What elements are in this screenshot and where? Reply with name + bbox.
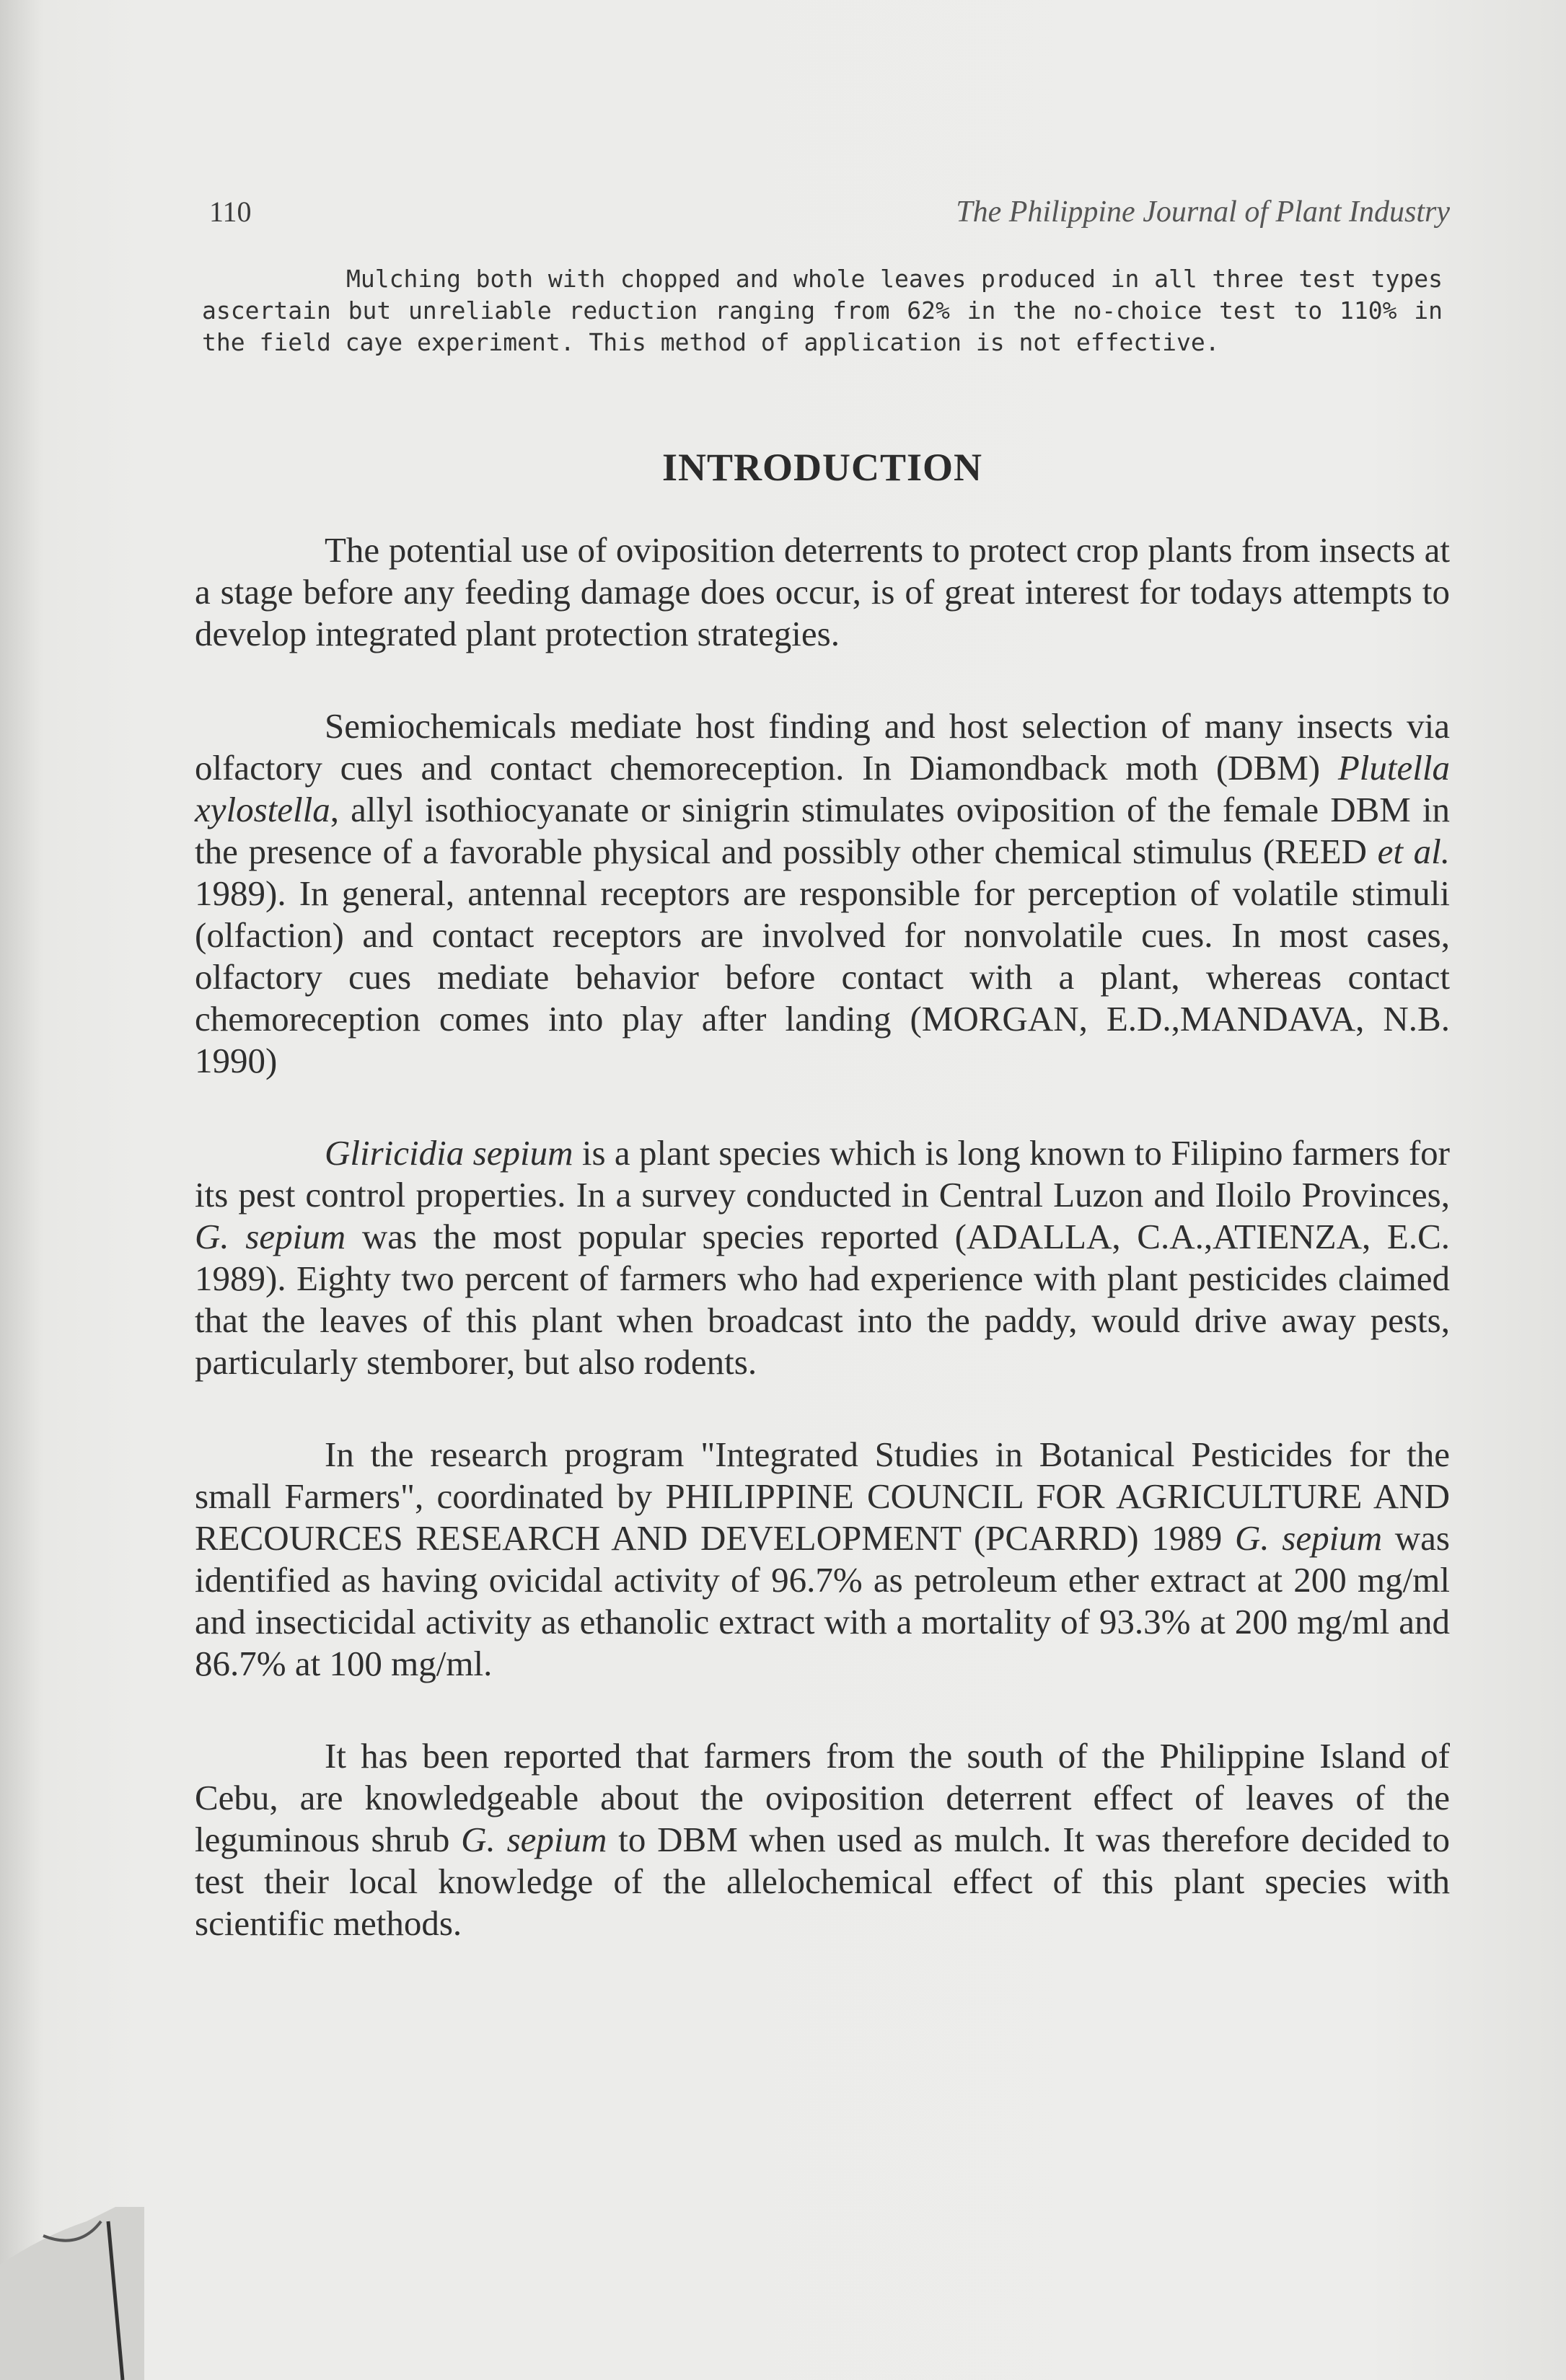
abstract-text: Mulching both with chopped and whole leaves produced in all three test types ascertain but unreliable reduction ranging from 62% in the no-choice test to 110% in the field caye experiment. This method of application is not effective. xyxy=(202,265,1443,356)
paragraph-4 xyxy=(195,1434,1450,1685)
abstract-continuation xyxy=(195,263,1450,358)
paragraph-4-text-a: In the research program "Integrated Studies in Botanical Pesticides for the small Farmers", coordinated by PHILIPPINE COUNCIL FOR AGRICULTURE AND RECOURCES RESEARCH AND DEVELOPMENT (PCARRD) 1989 xyxy=(195,1434,1450,1558)
paragraph-2 xyxy=(195,705,1450,1082)
et-al: et al. xyxy=(1377,832,1450,871)
paragraph-2-text-b: , allyl isothiocyanate or sinigrin stimulates oviposition of the female DBM in the presence of a favorable physical and possibly other chemical stimulus (REED xyxy=(195,790,1450,871)
paragraph-1-text: The potential use of oviposition deterrents to protect crop plants from insects at a stage before any feeding damage does occur, is of great interest for todays attempts to develop integrated plant protection strategies. xyxy=(195,530,1450,653)
paragraph-5-text-b: to DBM when used as mulch. It was therefore decided to test their local knowledge of the allelochemical effect of this plant species with scientific methods. xyxy=(195,1820,1450,1943)
species-name-plutella: Plutella xylostella xyxy=(195,748,1450,829)
paragraph-4-text-b: was identified as having ovicidal activity of 96.7% as petroleum ether extract at 200 mg/ml and insecticidal activity as ethanolic extract with a mortality of 93.3% at 200 mg/ml and 86.7% at 100 mg/ml. xyxy=(195,1518,1450,1683)
paragraph-2-text-c: 1989). In general, antennal receptors are responsible for perception of volatile stimuli (olfaction) and contact receptors are involved for nonvolatile cues. In most cases, olfactory cues mediate behavior before contact with a plant, whereas contact chemoreception comes into play after landing (MORGAN, E.D.,MANDAVA, N.B. 1990) xyxy=(195,873,1450,1080)
paragraph-3 xyxy=(195,1132,1450,1383)
journal-title: The Philippine Journal of Plant Industry xyxy=(956,195,1450,229)
paragraph-1 xyxy=(195,529,1450,655)
section-title-introduction: INTRODUCTION xyxy=(661,446,983,489)
page-content xyxy=(195,173,1450,1995)
species-name-gliricidia: Gliricidia sepium xyxy=(325,1133,573,1173)
species-name-g-sepium: G. sepium xyxy=(195,1217,346,1256)
paragraph-2-text-a: Semiochemicals mediate host finding and host selection of many insects via olfactory cues and contact chemoreception. In Diamondback moth (DBM) xyxy=(195,706,1450,788)
paragraph-3-text-b: was the most popular species reported (ADALLA, C.A.,ATIENZA, E.C. 1989). Eighty two percent of farmers who had experience with plant pesticides claimed that the leaves of this plant when broadcast into the paddy, would drive away pests, particularly stemborer, but also rodents. xyxy=(195,1217,1450,1382)
paragraph-5-text-a: It has been reported that farmers from the south of the Philippine Island of Cebu, are knowledgeable about the oviposition deterrent effect of leaves of the leguminous shrub xyxy=(195,1736,1450,1859)
paragraph-3-text-a: is a plant species which is long known to Filipino farmers for its pest control properties. In a survey conducted in Central Luzon and Iloilo Provinces, xyxy=(195,1133,1450,1215)
running-header xyxy=(195,195,1450,245)
species-name-g-sepium: G. sepium xyxy=(461,1820,607,1859)
paragraph-5 xyxy=(195,1735,1450,1944)
page-corner-shadow xyxy=(0,2207,144,2380)
species-name-g-sepium: G. sepium xyxy=(1234,1518,1383,1558)
page-number: 110 xyxy=(209,195,252,228)
